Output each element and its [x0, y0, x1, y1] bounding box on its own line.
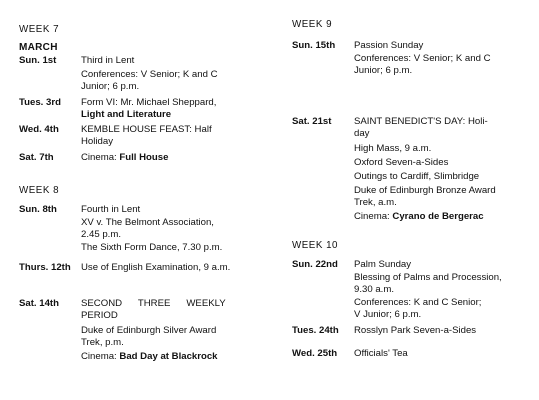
entry-line: Use of English Examination, 9 a.m. — [81, 262, 231, 273]
entry-line: SECOND THREE WEEKLY — [81, 298, 226, 309]
entry-line: 9.30 a.m. — [354, 284, 394, 295]
film-title: Full House — [119, 152, 169, 163]
entry-date: Sun. 15th — [292, 40, 336, 51]
entry-line: Officials' Tea — [354, 348, 408, 359]
entry-date: Tues. 3rd — [19, 97, 61, 108]
film-title: Bad Day at Blackrock — [119, 351, 218, 362]
entry-line: Duke of Edinburgh Bronze Award — [354, 185, 496, 196]
entry-line: XV v. The Belmont Association, — [81, 217, 214, 228]
entry-line: day — [354, 128, 370, 139]
entry-line: Oxford Seven-a-Sides — [354, 157, 449, 168]
entry-line: Third in Lent — [81, 55, 135, 66]
cinema-label: Cinema: — [81, 351, 120, 362]
week-9-heading: WEEK 9 — [292, 19, 333, 30]
entry-line: Rosslyn Park Seven-a-Sides — [354, 325, 477, 336]
cinema-label: Cinema: — [354, 211, 393, 222]
entry-line: Conferences: V Senior; K and C — [354, 53, 491, 64]
film-title: Cyrano de Bergerac — [392, 211, 484, 222]
cinema-label: Cinema: — [81, 152, 120, 163]
entry-date: Sat. 7th — [19, 152, 54, 163]
month-heading: MARCH — [19, 42, 58, 53]
entry-line: Blessing of Palms and Procession, — [354, 272, 502, 283]
entry-line: V Junior; 6 p.m. — [354, 309, 422, 320]
entry-date: Sun. 22nd — [292, 259, 338, 270]
entry-date: Wed. 4th — [19, 124, 59, 135]
entry-line: The Sixth Form Dance, 7.30 p.m. — [81, 242, 223, 253]
entry-date: Sat. 21st — [292, 116, 332, 127]
entry-line — [81, 152, 168, 164]
entry-line: Palm Sunday — [354, 259, 412, 270]
entry-date: Tues. 24th — [292, 325, 339, 336]
entry-line: Trek, p.m. — [81, 337, 124, 348]
entry-date: Thurs. 12th — [19, 262, 71, 273]
entry-line: Passion Sunday — [354, 40, 424, 51]
entry-date: Sun. 1st — [19, 55, 57, 66]
week-10-heading: WEEK 10 — [292, 240, 338, 251]
entry-line: Conferences: V Senior; K and C — [81, 69, 218, 80]
entry-line: Fourth in Lent — [81, 204, 141, 215]
entry-date: Sat. 14th — [19, 298, 59, 309]
entry-line: PERIOD — [81, 310, 118, 321]
entry-line: Junior; 6 p.m. — [81, 81, 140, 92]
entry-date: Wed. 25th — [292, 348, 338, 359]
entry-line — [354, 211, 484, 223]
entry-line: KEMBLE HOUSE FEAST: Half — [81, 124, 212, 135]
entry-line: Junior; 6 p.m. — [354, 65, 413, 76]
entry-line: 2.45 p.m. — [81, 229, 121, 240]
entry-line: Duke of Edinburgh Silver Award — [81, 325, 217, 336]
entry-line-bold: Light and Literature — [81, 109, 172, 120]
entry-line: Conferences: K and C Senior; — [354, 297, 482, 308]
entry-date: Sun. 8th — [19, 204, 57, 215]
week-7-heading: WEEK 7 — [19, 24, 60, 35]
entry-line: High Mass, 9 a.m. — [354, 143, 432, 154]
entry-line — [81, 351, 218, 363]
entry-line: Outings to Cardiff, Slimbridge — [354, 171, 480, 182]
entry-line: Holiday — [81, 136, 113, 147]
week-8-heading: WEEK 8 — [19, 185, 60, 196]
entry-line: Form VI: Mr. Michael Sheppard, — [81, 97, 217, 108]
entry-line: Trek, a.m. — [354, 197, 397, 208]
entry-line: SAINT BENEDICT'S DAY: Holi- — [354, 116, 488, 127]
